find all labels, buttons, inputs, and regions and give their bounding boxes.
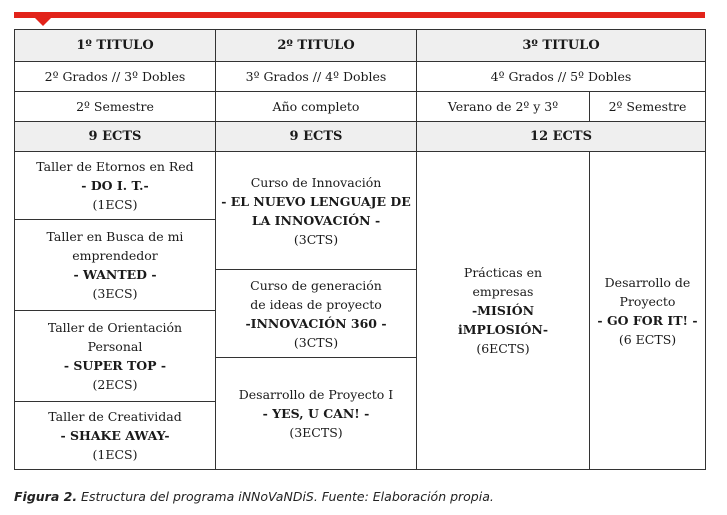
course-title: Curso de Innovación [250, 174, 382, 190]
course-innovacion [216, 152, 417, 270]
course-orientacion-personal [15, 311, 216, 402]
course-title-line-2: Personal [87, 339, 143, 354]
course-title-line-2: de ideas de proyecto [250, 296, 382, 312]
course-name-line-2: LA INNOVACIÓN - [251, 212, 381, 228]
ects-cell-3: 12 ECTS [417, 122, 706, 152]
course-title: Taller de Creatividad [48, 409, 182, 424]
course-title-line-1: Taller en Busca de mi [46, 229, 184, 244]
header-title-3: 3º TITULO [417, 30, 706, 62]
degree-cell-1: 2º Grados // 3º Dobles [15, 62, 216, 92]
course-title: Taller de Etornos en Red [36, 159, 194, 174]
course-name: - YES, U CAN! - [262, 406, 370, 421]
course-title: Desarrollo de Proyecto I [238, 387, 394, 402]
top-accent-bar [14, 12, 705, 18]
practicas-empresas [417, 152, 590, 470]
course-desarrollo-proyecto-i [216, 358, 417, 470]
period-row [15, 92, 706, 122]
course-name: - DO I. T.- [81, 178, 149, 193]
desarrollo-proyecto [590, 152, 706, 470]
course-credits: (6 ECTS) [618, 331, 677, 347]
course-name: - GO FOR IT! - [597, 312, 698, 328]
figure-label: Figura 2. [14, 489, 78, 504]
course-title-line-1: Desarrollo de [604, 274, 691, 290]
course-name: - SHAKE AWAY- [60, 428, 170, 443]
degree-cell-3: 4º Grados // 5º Dobles [417, 62, 706, 92]
course-credits: (1ECS) [92, 447, 138, 462]
course-credits: (1ECS) [92, 197, 138, 212]
header-title-2: 2º TITULO [216, 30, 417, 62]
title-header-row [15, 30, 706, 62]
course-name-line-1: -MISIÓN [471, 303, 535, 318]
degrees-row [15, 62, 706, 92]
course-en-busca-emprendedor [15, 220, 216, 311]
course-title-line-1: Curso de generación [250, 277, 382, 293]
period-cell-3: Verano de 2º y 3º [417, 92, 590, 122]
course-credits: (6ECTS) [476, 341, 530, 356]
course-title-line-2: empresas [472, 284, 534, 299]
course-credits: (3ECTS) [289, 425, 343, 440]
degree-cell-2: 3º Grados // 4º Dobles [216, 62, 417, 92]
program-structure-table [14, 29, 706, 470]
course-etornos-red [15, 152, 216, 220]
period-cell-1: 2º Semestre [15, 92, 216, 122]
course-credits: (3ECS) [92, 286, 138, 301]
ects-cell-2: 9 ECTS [216, 122, 417, 152]
ects-row [15, 122, 706, 152]
course-creatividad [15, 402, 216, 470]
period-cell-2: Año completo [216, 92, 417, 122]
course-credits: (3CTS) [293, 334, 339, 350]
header-title-1: 1º TITULO [15, 30, 216, 62]
caption-text: Estructura del programa iNNoVaNDiS. Fuente: Elaboración propia. [77, 489, 494, 504]
course-generacion-ideas [216, 270, 417, 358]
ects-cell-1: 9 ECTS [15, 122, 216, 152]
course-credits: (3CTS) [293, 231, 339, 247]
course-title-line-2: Proyecto [619, 293, 676, 309]
course-name: - WANTED - [73, 267, 157, 282]
course-name: - SUPER TOP - [63, 358, 167, 373]
course-title-line-1: Prácticas en [463, 265, 543, 280]
period-cell-4: 2º Semestre [590, 92, 706, 122]
course-title-line-2: emprendedor [72, 248, 158, 263]
accent-notch [35, 18, 51, 26]
course-name-line-2: iMPLOSIÓN- [457, 322, 549, 337]
course-name-line-1: - EL NUEVO LENGUAJE DE [221, 193, 411, 209]
figure-caption [14, 489, 494, 504]
course-name: -INNOVACIÓN 360 - [245, 315, 387, 331]
course-title-line-1: Taller de Orientación [47, 320, 183, 335]
course-credits: (2ECS) [92, 377, 138, 392]
